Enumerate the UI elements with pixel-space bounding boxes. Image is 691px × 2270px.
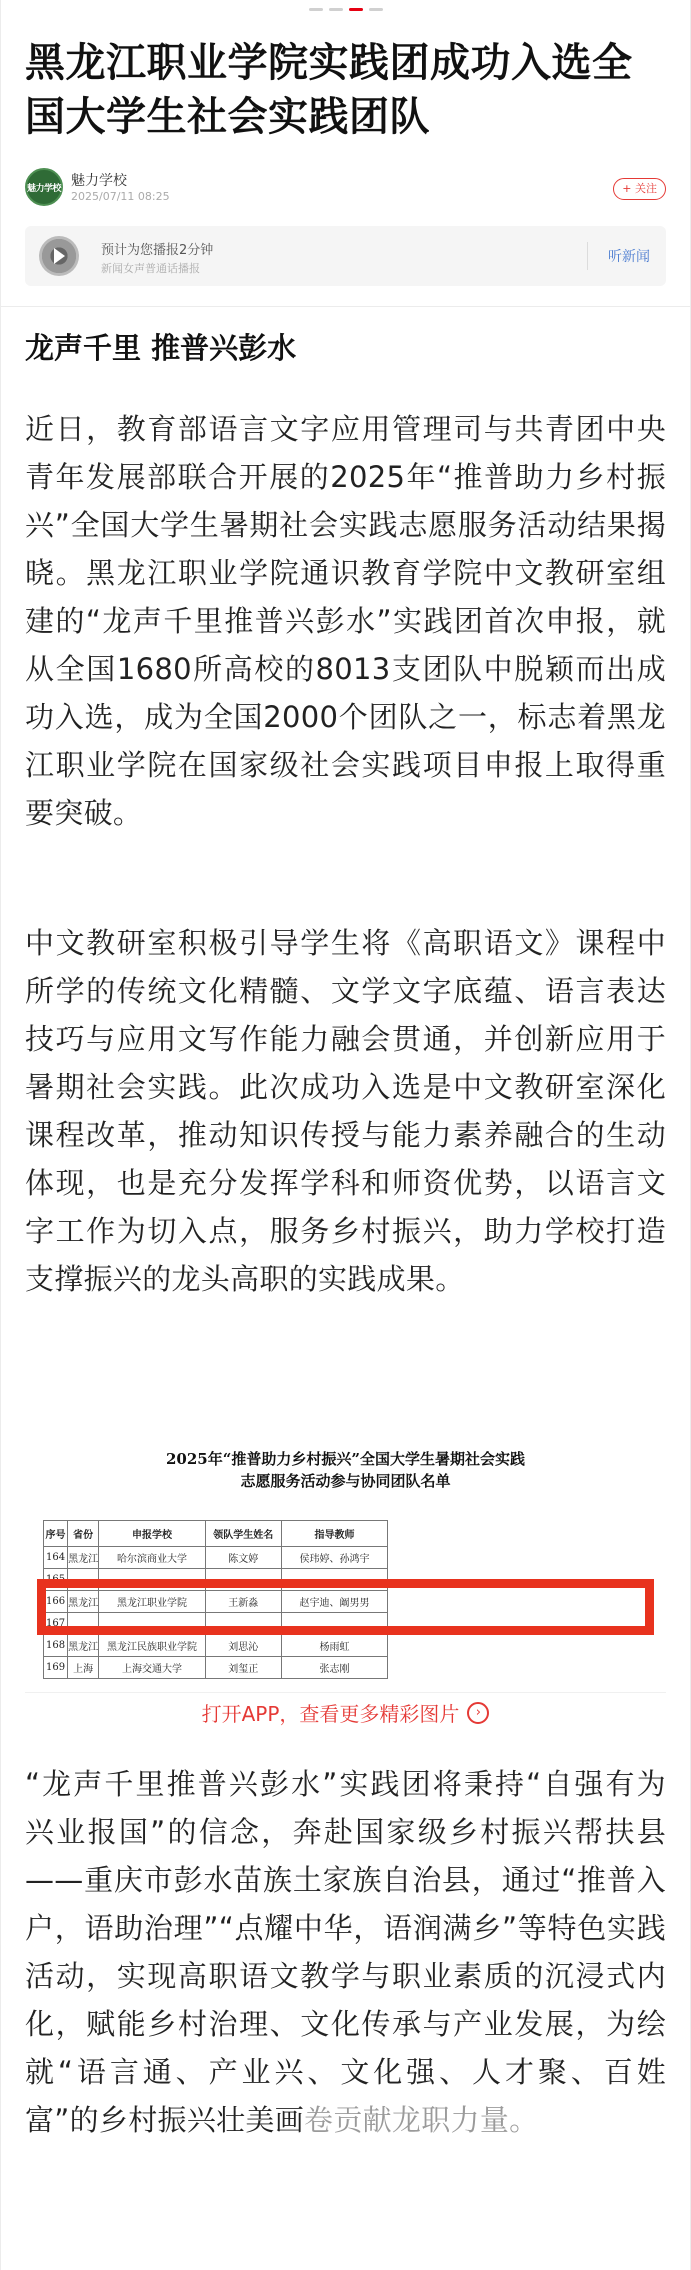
figure-title-line-2: 志愿服务活动参与协同团队名单 [240, 1472, 451, 1490]
table-cell: 168 [44, 1635, 68, 1657]
author-name[interactable]: 魅力学校 [71, 173, 127, 189]
figure-title-line-1: 2025年“推普助力乡村振兴”全国大学生暑期社会实践 [165, 1450, 525, 1468]
audio-title: 预计为您播报2分钟 [101, 243, 214, 258]
table-header: 申报学校 [99, 1521, 206, 1547]
table-row [44, 1547, 388, 1569]
table-header-row [44, 1521, 388, 1547]
author-avatar[interactable] [25, 168, 63, 206]
table-cell: 黑龙江职业学院 [99, 1591, 206, 1613]
table-header: 省份 [68, 1521, 99, 1547]
table-cell: 上海交通大学 [99, 1657, 206, 1679]
table-cell: 166 [44, 1591, 68, 1613]
section-divider [1, 306, 690, 307]
table-header: 指导教师 [281, 1521, 388, 1547]
article-figure[interactable] [25, 1428, 666, 1728]
table-cell: 赵宇迪、阚男男 [281, 1591, 388, 1613]
table-cell: 165 [44, 1569, 68, 1591]
indicator-dot [329, 8, 343, 11]
table-cell: 刘玺正 [205, 1657, 281, 1679]
table-row [44, 1635, 388, 1657]
avatar-logo-text: 魅力学校 [27, 183, 62, 194]
indicator-dot [309, 8, 323, 11]
publish-time: 2025/07/11 08:25 [71, 190, 170, 203]
table-cell: 杨雨虹 [281, 1635, 388, 1657]
table-cell: 167 [44, 1613, 68, 1635]
paragraph-3-text: “龙声千里推普兴彭水”实践团将秉持“自强有为 兴业报国”的信念，奔赴国家级乡村振兴帮扶县——重庆市彭水苗族土家族自治县，通过“推普入户，语助治理”“点耀中华，语润满乡”等特色实践活动，实现高职语文教学与职业素质的沉浸式内化，赋能乡村治理、文化传承与产业发展，为绘就“语言通、产业兴、文化强、人才聚、百姓富”的乡村振兴壮美画 [25, 1767, 666, 2137]
open-app-label: 打开APP，查看更多精彩图片 [201, 1702, 460, 1726]
indicator-dot-active [349, 8, 363, 11]
table-cell: 164 [44, 1547, 68, 1569]
section-heading: 龙声千里 推普兴彭水 [25, 331, 297, 365]
table-cell: 黑龙江民族职业学院 [99, 1635, 206, 1657]
figure-title [25, 1448, 666, 1492]
audio-player[interactable] [25, 226, 666, 286]
play-icon[interactable] [54, 248, 65, 264]
table-cell: 王新淼 [205, 1591, 281, 1613]
page-indicator [1, 8, 690, 11]
table-cell: 刘思沁 [205, 1635, 281, 1657]
table-header: 领队学生姓名 [205, 1521, 281, 1547]
audio-divider [587, 242, 588, 270]
table-header: 序号 [44, 1521, 68, 1547]
table-cell: 陈文婷 [205, 1547, 281, 1569]
listen-news-button[interactable]: 听新闻 [608, 249, 650, 265]
article-title: 黑龙江职业学院实践团成功入选全国大学生社会实践团队 [25, 40, 633, 140]
table-cell: 侯玮婷、孙鸿宇 [281, 1547, 388, 1569]
paragraph-1: 近日，教育部语言文字应用管理司与共青团中央青年发展部联合开展的2025年“推普助力乡村振兴”全国大学生暑期社会实践志愿服务活动结果揭晓。黑龙江职业学院通识教育学院中文教研室组建的“龙声千里推普兴彭水”实践团首次申报，就从全国1680所高校的8013支团队中脱颖而出成功入选，成为全国2000个团队之一，标志着黑龙江职业学院在国家级社会实践项目申报上取得重要突破。 [25, 412, 666, 830]
paragraph-3-faded-text: 卷贡献龙职力量。 [304, 2103, 539, 2137]
audio-cover[interactable] [39, 236, 79, 276]
author-row [25, 168, 666, 210]
team-list-image[interactable] [25, 1428, 666, 1696]
paragraph-3 [25, 1760, 666, 2144]
table-cell: 黑龙江 [68, 1591, 99, 1613]
open-app-button[interactable] [25, 1692, 666, 1732]
table-cell: 张志刚 [281, 1657, 388, 1679]
indicator-dot [369, 8, 383, 11]
table-cell: 黑龙江 [68, 1547, 99, 1569]
table-cell: 哈尔滨商业大学 [99, 1547, 206, 1569]
highlight-box [37, 1579, 654, 1635]
table-row [44, 1657, 388, 1679]
follow-button[interactable]: + 关注 [613, 178, 666, 200]
audio-subtitle: 新闻女声普通话播报 [101, 262, 200, 275]
arrow-right-circle-icon: › [467, 1702, 489, 1724]
paragraph-2: 中文教研室积极引导学生将《高职语文》课程中所学的传统文化精髓、文学文字底蕴、语言表达技巧与应用文写作能力融会贯通，并创新应用于暑期社会实践。此次成功入选是中文教研室深化课程改革，推动知识传授与能力素养融合的生动体现，也是充分发挥学科和师资优势，以语言文字工作为切入点，服务乡村振兴，助力学校打造支撑振兴的龙头高职的实践成果。 [25, 926, 666, 1296]
table-cell: 169 [44, 1657, 68, 1679]
table-cell: 上海 [68, 1657, 99, 1679]
table-cell: 黑龙江 [68, 1635, 99, 1657]
